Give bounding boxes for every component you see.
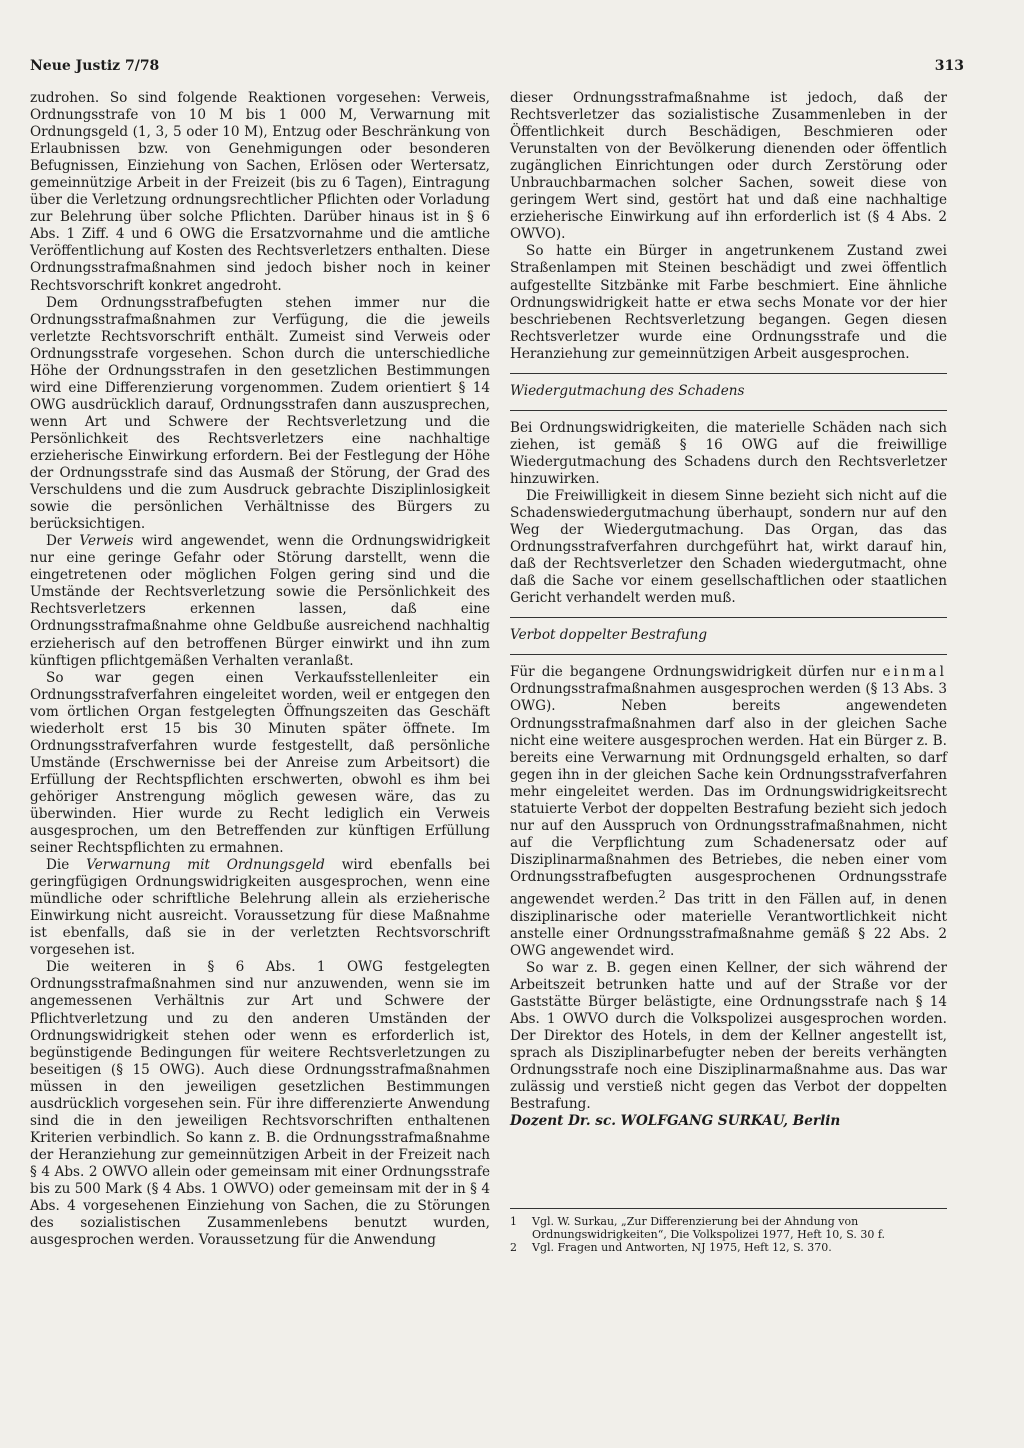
footnote-ref[interactable]: 2 <box>658 886 666 901</box>
footnotes <box>510 1208 947 1254</box>
footnote <box>510 1241 947 1254</box>
paragraph: Für die begangene Ordnungswidrigkeit dürfen nur einmal Ordnungsstrafmaßnahmen ausgesprochen werden (§ 13 Abs. 3 OWG). Neben bereits angewendeten Ordnungsstrafmaßnahmen darf also in der gleichen Sache nicht eine weitere ausgesprochen werden. Hat ein Bürger z. B. bereits eine Verwarnung mit Ordnungsgeld erhalten, so darf gegen ihn in der gleichen Sache kein Ordnungsstrafverfahren mehr eingeleitet werden. Das im Ordnungswidrigkeitsrecht statuierte Verbot der doppelten Bestrafung bezieht sich jedoch nur auf den Ausspruch von Ordnungsstrafmaßnahmen, nicht auf die Verpflichtung zum Schadenersatz oder auf Disziplinarmaßnahmen des Betriebes, die neben einer vom Ordnungsstrafbefugten ausgesprochenen Ordnungsstrafe angewendet werden.$^2$ Das tritt in den Fällen auf, in denen disziplinarische oder materielle Verantwortlichkeit nicht anstelle einer Ordnungsstrafmaßnahme gemäß § 22 Abs. 2 OWG angewendet wird. <box>510 664 947 959</box>
section-divider <box>510 654 947 655</box>
page-number: 313 <box>934 58 964 74</box>
section-divider <box>510 617 947 618</box>
section-heading: Verbot doppelter Bestrafung <box>510 627 708 644</box>
footnote-number: 2 <box>510 1241 517 1254</box>
paragraph: Die Freiwilligkeit in diesem Sinne bezieht sich nicht auf die Schadenswiedergutmachung überhaupt, sondern nur auf den Weg der Wiedergutmachung. Das Organ, das das Ordnungsstrafverfahren durchgeführt hat, wirkt darauf hin, daß der Rechtsverletzer den Schaden wiedergutmacht, ohne daß die Sache vor einem gesellschaftlichen oder staatlichen Gericht verhandelt werden muß. <box>510 487 947 607</box>
footnote-divider <box>510 1208 947 1209</box>
footnote-number: 1 <box>510 1215 517 1228</box>
footnote-text: Vgl. Fragen und Antworten, NJ 1975, Heft 12, S. 370. <box>532 1241 832 1254</box>
section-heading: Wiedergutmachung des Schadens <box>510 382 745 399</box>
emphasis-spaced: einmal <box>882 664 947 681</box>
left-column <box>30 90 490 1249</box>
paragraph: Dem Ordnungsstrafbefugten stehen immer nur die Ordnungsstrafmaßnahmen zur Verfügung, die die jeweils verletzte Rechtsvorschrift enthält. Zumeist sind Verweis oder Ordnungsstrafe vorgesehen. Schon durch die unterschiedliche Höhe der Ordnungsstrafen in den gesetzlichen Bestimmungen wird eine Differenzierung vorgenommen. Zudem orientiert § 14 OWG ausdrücklich darauf, Ordnungsstrafen dann auszusprechen, wenn Art und Schwere der Rechtsverletzung und die Persönlichkeit des Rechtsverletzers eine nachhaltige erzieherische Einwirkung erfordern. Bei der Festlegung der Höhe der Ordnungsstrafe sind das Ausmaß der Störung, der Grad des Verschuldens und die zum Ausdruck gebrachte Disziplinlosigkeit sowie die persönlichen Verhältnisse des Bürgers zu berücksichtigen. <box>30 294 490 533</box>
section-divider <box>510 373 947 374</box>
paragraph: So war z. B. gegen einen Kellner, der sich während der Arbeitszeit betrunken hatte und auf der Straße vor der Gaststätte Bürger belästigte, eine Ordnungsstrafe nach § 14 Abs. 1 OWVO durch die Volkspolizei ausgesprochen worden. Der Direktor des Hotels, in dem der Kellner angestellt ist, sprach als Disziplinarbefugter neben der bereits verhängten Ordnungsstrafe noch eine Disziplinarmaßnahme aus. Das war zulässig und verstieß nicht gegen das Verbot der doppelten Bestrafung. <box>510 959 947 1113</box>
paragraph: So hatte ein Bürger in angetrunkenem Zustand zwei Straßenlampen mit Steinen beschädigt und zwei öffentlich aufgestellte Sitzbänke mit Farbe beschmiert. Eine ähnliche Ordnungswidrigkeit hatte er etwa sechs Monate vor der hier beschriebenen Rechtsverletzung begangen. Gegen diesen Rechtsverletzer wurde eine Ordnungsstrafe und die Heranziehung zur gemeinnützigen Arbeit ausgesprochen. <box>510 243 947 362</box>
author-signature: Dozent Dr. sc. WOLFGANG SURKAU, Berlin <box>510 1113 841 1130</box>
section-divider <box>510 410 947 411</box>
right-column <box>510 90 947 1130</box>
paragraph: Bei Ordnungswidrigkeiten, die materielle Schäden nach sich ziehen, ist gemäß § 16 OWG auf die freiwillige Wiedergutmachung des Schadens durch den Rechtsverletzer hinzuwirken. <box>510 419 947 487</box>
paragraph-verweis: Der Verweis wird angewendet, wenn die Ordnungswidrigkeit nur eine geringe Gefahr oder Störung darstellt, wenn die eingetretenen oder möglichen Folgen gering sind und die Umstände der Rechtsverletzung sowie die Persönlichkeit des Rechtsverletzers erkennen lassen, daß eine Ordnungsstrafmaßnahme ohne Geldbuße ausreichend nachhaltig erzieherisch auf den betroffenen Bürger einwirkt und ihn zum künftigen pflichtgemäßen Verhalten veranlaßt. <box>30 533 490 669</box>
footnote <box>510 1215 947 1241</box>
paragraph: zudrohen. So sind folgende Reaktionen vorgesehen: Verweis, Ordnungsstrafe von 10 M bis 1 000 M, Verwarnung mit Ordnungsgeld (1, 3, 5 oder 10 M), Entzug oder Beschränkung von Erlaubnissen bzw. von Genehmigungen oder besonderen Befugnissen, Einziehung von Sachen, Erlösen oder Wertersatz, gemeinnützige Arbeit in der Freizeit (bis zu 6 Tagen), Eintragung über die Verletzung ordnungsrechtlicher Pflichten oder Vorladung zur Belehrung über solche Pflichten. Darüber hinaus ist in § 6 Abs. 1 Ziff. 4 und 6 OWG die Ersatzvornahme und die amtliche Veröffentlichung auf Kosten des Rechtsverletzers enthalten. Diese Ordnungsstrafmaßnahmen sind jedoch bisher noch in keiner Rechtsvorschrift konkret angedroht. <box>30 90 490 294</box>
footnote-text: Vgl. W. Surkau, „Zur Differenzierung bei der Ahndung von Ordnungswidrigkeiten“, Die Volkspolizei 1977, Heft 10, S. 30 f. <box>532 1215 885 1241</box>
paragraph-verwarnung: Die Verwarnung mit Ordnungsgeld wird ebenfalls bei geringfügigen Ordnungswidrigkeiten ausgesprochen, wenn eine mündliche oder schriftliche Belehrung allein als erzieherische Einwirkung nicht ausreicht. Voraussetzung für diese Maßnahme ist ebenfalls, daß sie in der verletzten Rechtsvorschrift vorgesehen ist. <box>30 857 490 959</box>
paragraph: Die weiteren in § 6 Abs. 1 OWG festgelegten Ordnungsstrafmaßnahmen sind nur anzuwenden, wenn sie im angemessenen Verhältnis zur Art und Schwere der Pflichtverletzung und zu den anderen Umständen der Ordnungswidrigkeit stehen oder wenn es erforderlich ist, begünstigende Bedingungen für weitere Rechtsverletzungen zu beseitigen (§ 15 OWG). Auch diese Ordnungsstrafmaßnahmen müssen in den jeweiligen gesetzlichen Bestimmungen ausdrücklich vorgesehen sein. Für ihre differenzierte Anwendung sind die in den jeweiligen Rechtsvorschriften enthaltenen Kriterien verbindlich. So kann z. B. die Ordnungsstrafmaßnahme der Heranziehung zur gemeinnützigen Arbeit in der Freizeit nach § 4 Abs. 2 OWVO allein oder gemeinsam mit einer Ordnungsstrafe bis zu 500 Mark (§ 4 Abs. 1 OWVO) oder gemeinsam mit der in § 4 Abs. 4 vorgesehenen Einziehung von Sachen, die zu Störungen des sozialistischen Zusammenlebens benutzt wurden, ausgesprochen werden. Voraussetzung für die Anwendung <box>30 959 490 1249</box>
page-header <box>30 58 964 74</box>
journal-title: Neue Justiz 7/78 <box>30 58 160 74</box>
paragraph: So war gegen einen Verkaufsstellenleiter ein Ordnungsstrafverfahren eingeleitet worden, weil er entgegen den vom örtlichen Organ festgelegten Öffnungszeiten das Geschäft wiederholt erst 15 bis 30 Minuten später öffnete. Im Ordnungsstrafverfahren wurde festgestellt, daß persönliche Umstände (Erschwernisse bei der Anreise zum Arbeitsort) die Erfüllung der Rechtspflichten erschwerten, obwohl es ihm bei gehöriger Anstrengung möglich gewesen wäre, das zu überwinden. Hier wurde zu Recht lediglich ein Verweis ausgesprochen, um den Betreffenden zur künftigen Erfüllung seiner Rechtspflichten zu ermahnen. <box>30 669 490 857</box>
paragraph: dieser Ordnungsstrafmaßnahme ist jedoch, daß der Rechtsverletzer das sozialistische Zusammenleben in der Öffentlichkeit durch Beschädigen, Beschmieren oder Verunstalten von der Bevölkerung dienenden oder öffentlich zugänglichen Einrichtungen oder durch Zerstörung oder Unbrauchbarmachen solcher Sachen, soweit diese von geringem Wert sind, gestört hat und daß eine nachhaltige erzieherische Einwirkung auf ihn erforderlich ist (§ 4 Abs. 2 OWVO). <box>510 90 947 243</box>
term-verweis: Verweis <box>79 533 134 550</box>
term-verwarnung: Verwarnung mit Ordnungsgeld <box>86 857 325 874</box>
